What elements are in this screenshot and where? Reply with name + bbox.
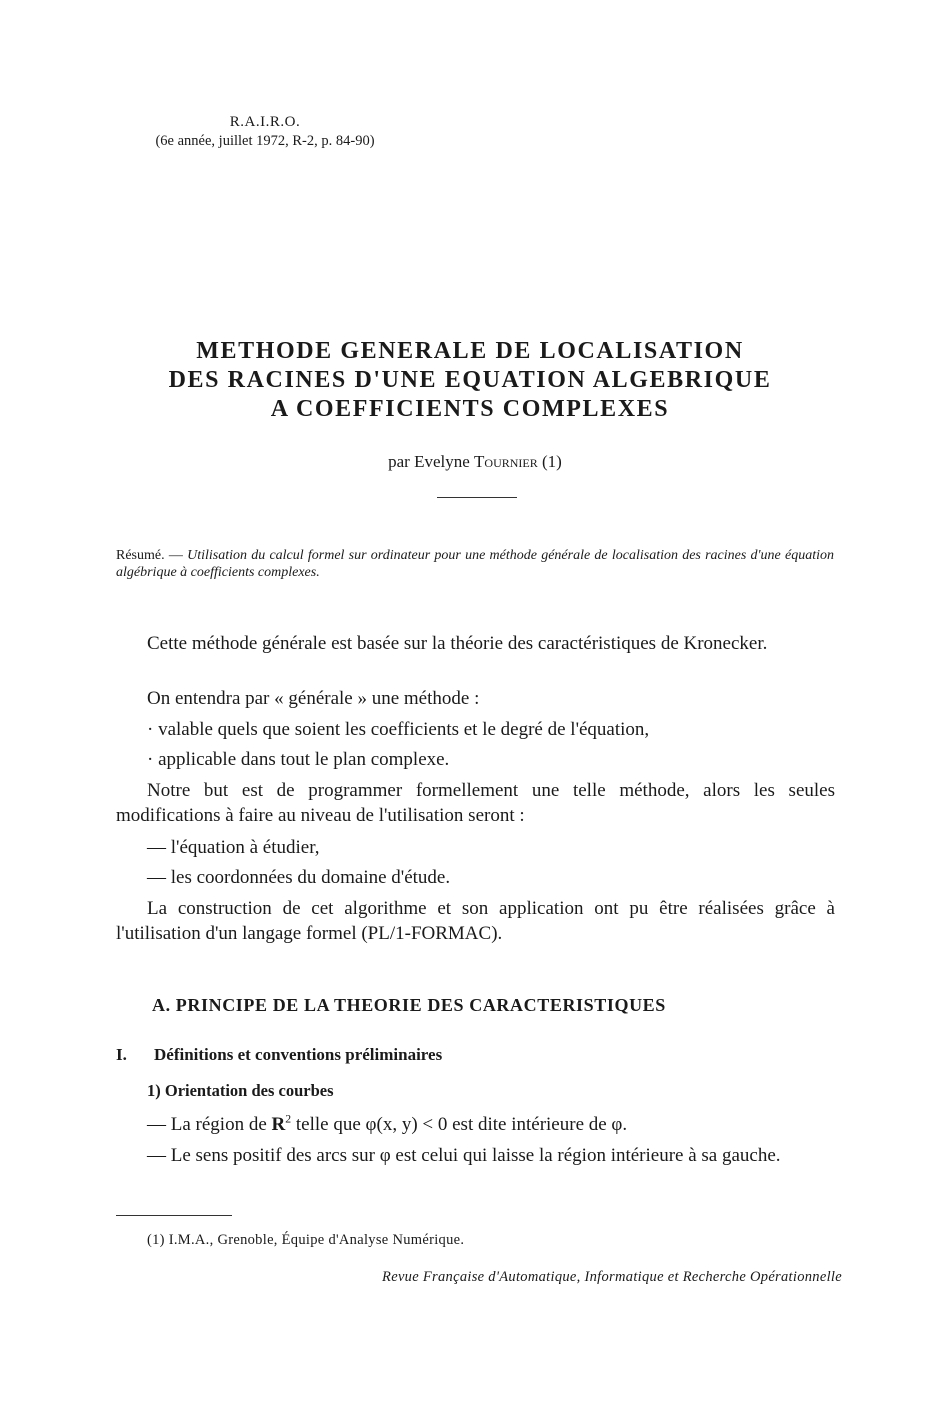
exponent: 2 <box>285 1112 292 1126</box>
definition-paragraph-2: — Le sens positif des arcs sur φ est celui qui laisse la région intérieure à sa gauche. <box>147 1145 781 1166</box>
dash-item: — les coordonnées du domaine d'étude. <box>147 867 451 888</box>
definition-text-a: — La région de <box>147 1114 272 1135</box>
author-byline <box>0 452 930 472</box>
list-item: · applicable dans tout le plan complexe. <box>147 749 450 770</box>
body-paragraph-4: La construction de cet algorithme et son application ont pu être réalisées grâce à l'utilisation d'un langage formel (PL/1-FORMAC). <box>116 898 835 944</box>
body-paragraph-2: On entendra par « générale » une méthode : <box>147 688 480 709</box>
real-plane-symbol: R <box>271 1114 286 1135</box>
journal-issue: (6e année, juillet 1972, R-2, p. 84-90) <box>155 133 375 149</box>
subsection-heading: 1) Orientation des courbes <box>147 1081 334 1100</box>
section-title: Définitions et conventions préliminaires <box>154 1045 443 1064</box>
title-line-3: A COEFFICIENTS COMPLEXES <box>270 396 670 422</box>
paper-title <box>0 337 930 424</box>
journal-name: R.A.I.R.O. <box>229 114 301 130</box>
definition-paragraph-1 <box>116 1112 835 1137</box>
definition-text-b: telle que φ(x, y) < 0 est dite intérieure de φ. <box>291 1114 628 1135</box>
title-divider <box>437 497 517 498</box>
dash-item: — l'équation à étudier, <box>147 837 320 858</box>
body-paragraph-1: Cette méthode générale est basée sur la théorie des caractéristiques de Kronecker. <box>147 633 768 654</box>
list-item: · valable quels que soient les coefficients et le degré de l'équation, <box>147 719 650 740</box>
footnote: (1) I.M.A., Grenoble, Équipe d'Analyse Numérique. <box>147 1232 465 1248</box>
abstract <box>116 547 834 581</box>
title-line-2: DES RACINES D'UNE EQUATION ALGEBRIQUE <box>168 367 772 393</box>
section-heading-a: A. PRINCIPE DE LA THEORIE DES CARACTERISTIQUES <box>152 995 666 1015</box>
section-number: I. <box>116 1045 127 1064</box>
title-line-1: METHODE GENERALE DE LOCALISATION <box>196 338 744 364</box>
body-paragraph-3: Notre but est de programmer formellement une telle méthode, alors les seules modifications à faire au niveau de l'utilisation seront : <box>116 780 835 826</box>
journal-footer: Revue Française d'Automatique, Informatique et Recherche Opérationnelle <box>382 1269 842 1285</box>
abstract-label: Résumé. — <box>116 548 183 563</box>
author-surname: Tournier <box>474 452 538 471</box>
footnote-divider <box>116 1215 232 1216</box>
author-prefix: par Evelyne <box>388 452 470 471</box>
author-note-ref: (1) <box>542 452 562 471</box>
abstract-text: Utilisation du calcul formel sur ordinateur pour une méthode générale de localisation des racines d'une équation algébrique à coefficients complexes. <box>116 548 834 580</box>
section-heading-i <box>116 1045 442 1065</box>
